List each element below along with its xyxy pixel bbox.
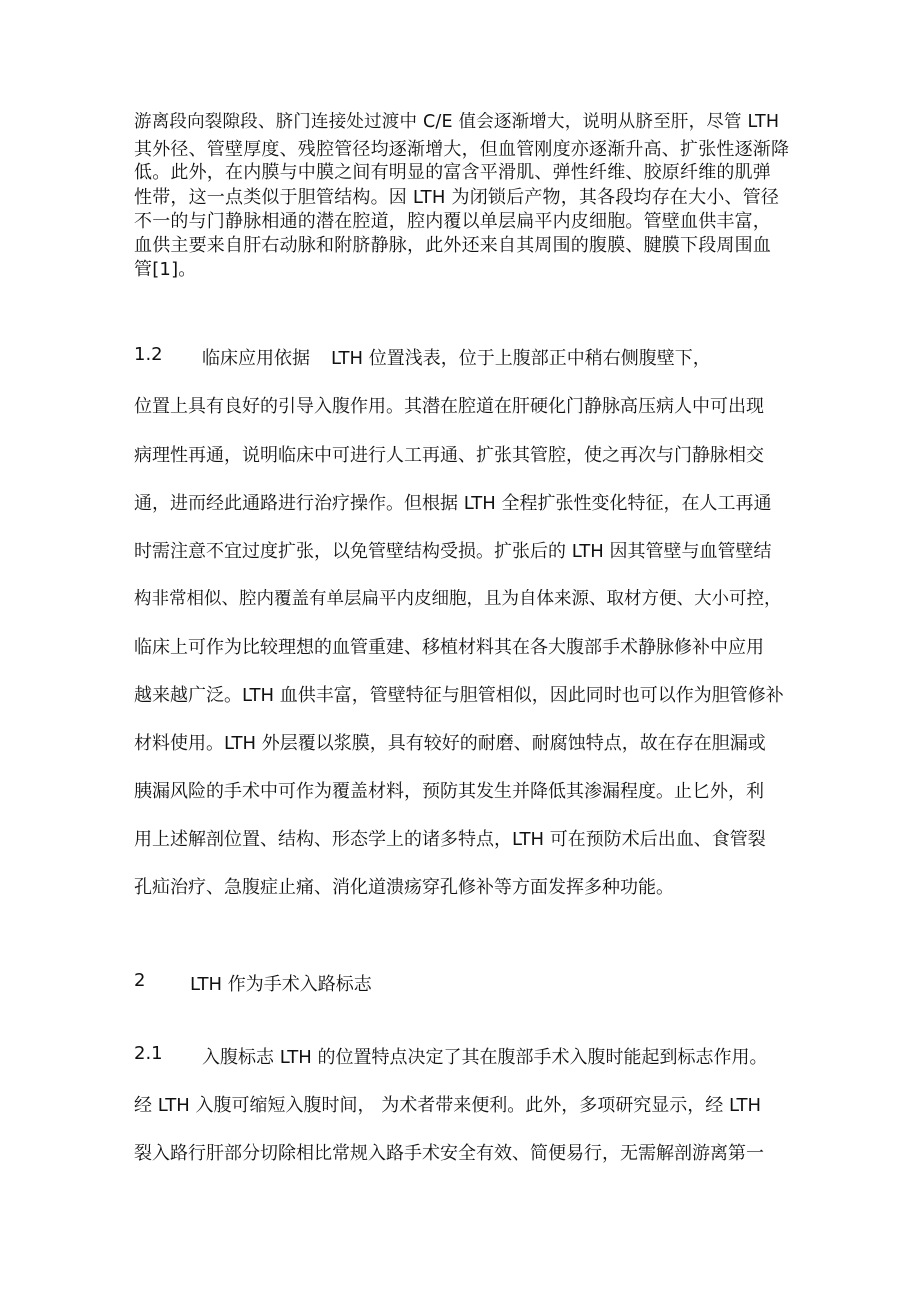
- text-line: 通，进而经此通路进行治疗操作。但根据 LTH 全程扩张性变化特征，在人工再通: [134, 493, 772, 514]
- text-line: 性带，这一点类似于胆管结构。因 LTH 为闭锁后产物，其各段均存在大小、管径: [134, 187, 780, 208]
- section-number: 2.1: [134, 1043, 163, 1064]
- section-number: 2: [134, 970, 146, 991]
- section-heading: LTH 作为手术入路标志: [190, 974, 372, 995]
- text-line: 管[1]。: [134, 259, 197, 280]
- section-number: 1.2: [134, 344, 163, 365]
- text-line: 越来越广泛。LTH 血供丰富，管壁特征与胆管相似，因此同时也可以作为胆管修补: [134, 685, 784, 706]
- text-line: 经 LTH 入腹可缩短入腹时间， 为术者带来便利。此外，多项研究显示，经 LTH: [134, 1095, 762, 1116]
- text-line: 构非常相似、腔内覆盖有单层扁平内皮细胞，且为自体来源、取材方便、大小可控，: [134, 589, 782, 609]
- text-line: 用上述解剖位置、结构、形态学上的诸多特点，LTH 可在预防术后出血、食管裂: [134, 829, 766, 850]
- section-heading: 临床应用依据: [202, 348, 310, 369]
- text-line: 孔疝治疗、急腹症止痛、消化道溃疡穿孔修补等方面发挥多种功能。: [134, 877, 674, 898]
- text-line: 低。此外，在内膜与中膜之间有明显的富含平滑肌、弹性纤维、胶原纤维的肌弹: [134, 162, 771, 183]
- text-line: 裂入路行肝部分切除相比常规入路手术安全有效、简便易行，无需解剖游离第一: [134, 1143, 764, 1164]
- text-line: 材料使用。LTH 外层覆以浆膜，具有较好的耐磨、耐腐蚀特点，故在存在胆漏或: [134, 733, 766, 754]
- text-line: 胰漏风险的手术中可作为覆盖材料，预防其发生并降低其渗漏程度。止匕外，利: [134, 781, 764, 802]
- text-line: 其外径、管壁厚度、残腔管径均逐渐增大，但血管刚度亦逐渐升高、扩张性逐渐降: [134, 139, 790, 160]
- text-line: 时需注意不宜过度扩张，以免管壁结构受损。扩张后的 LTH 因其管壁与血管壁结: [134, 541, 772, 562]
- text-line: 血供主要来自肝右动脉和附脐静脉，此外还来自其周围的腹膜、腱膜下段周围血: [134, 235, 771, 256]
- text-line: 游离段向裂隙段、脐门连接处过渡中 C/E 值会逐渐增大，说明从脐至肝，尽管 LTH: [134, 112, 780, 132]
- text-line: 不一的与门静脉相通的潜在腔道，腔内覆以单层扁平内皮细胞。管壁血供丰富，: [134, 211, 771, 232]
- text-line: 位置上具有良好的引导入腹作用。其潜在腔道在肝硬化门静脉高压病人中可出现: [134, 396, 764, 417]
- section-first-text: LTH 位置浅表，位于上腹部正中稍右侧腹壁下，: [331, 348, 711, 369]
- text-line: 临床上可作为比较理想的血管重建、移植材料其在各大腹部手术静脉修补中应用: [134, 637, 764, 658]
- text-line: 病理性再通，说明临床中可进行人工再通、扩张其管腔，使之再次与门静脉相交: [134, 445, 764, 466]
- section-first-text: 入腹标志 LTH 的位置特点决定了其在腹部手术入腹时能起到标志作用。: [202, 1047, 768, 1068]
